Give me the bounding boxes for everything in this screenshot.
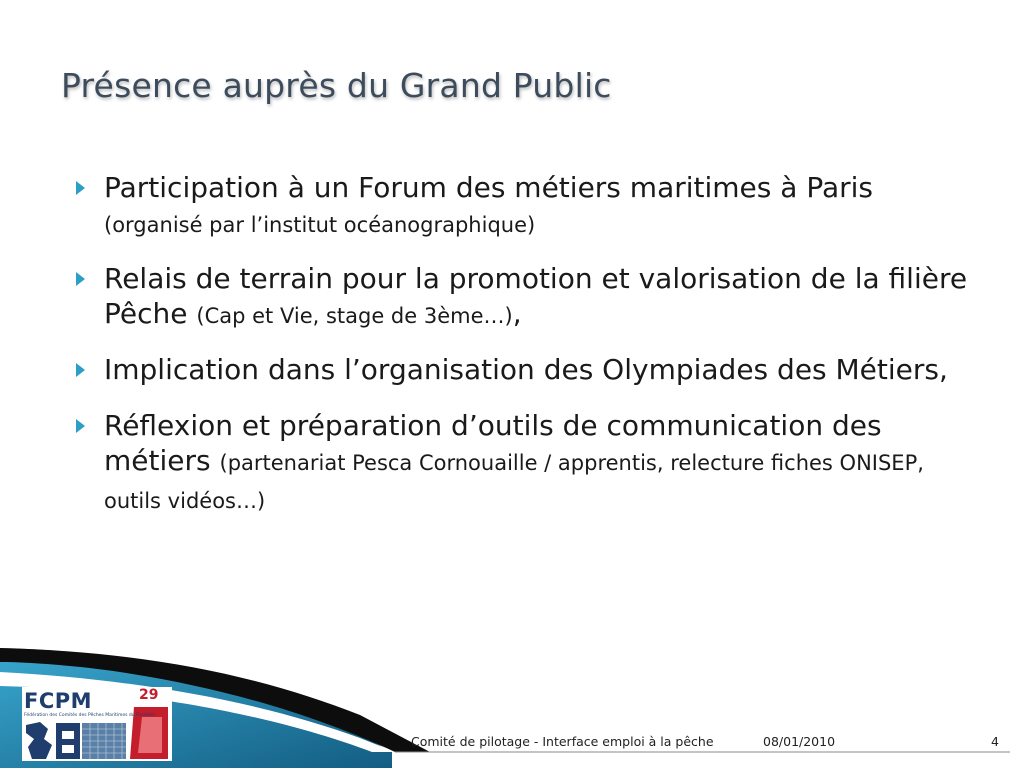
footer-title: Comité de pilotage - Interface emploi à la pêche xyxy=(411,734,714,749)
footer-date: 08/01/2010 xyxy=(763,734,836,749)
page-number: 4 xyxy=(991,734,999,749)
logo-subtitle: Fédération des Comités des Pêches Maritimes du Finistère xyxy=(24,713,156,718)
fcpm-logo xyxy=(22,687,172,761)
bullet-main: Participation à un Forum des métiers maritimes à Paris xyxy=(104,171,873,204)
bullet-main: Relais de terrain pour la promotion et valorisation de la filière Pêche xyxy=(104,262,968,330)
bullet-main: Réflexion et préparation d’outils de communication des métiers xyxy=(104,409,882,477)
bullet-detail: (Cap et Vie, stage de 3ème…) xyxy=(196,304,513,328)
bullet-detail: (organisé par l’institut océanographique) xyxy=(104,213,536,237)
bullet-main: Implication dans l’organisation des Olympiades des Métiers, xyxy=(104,353,948,386)
logo-number: 29 xyxy=(139,687,159,703)
logo-wordmark: FCPM xyxy=(24,689,93,713)
bullet-detail: (partenariat Pesca Cornouaille / apprentis, relecture fiches ONISEP, outils vidéos…) xyxy=(104,451,924,513)
slide-title: Présence auprès du Grand Public xyxy=(61,66,612,105)
bullet-tail: , xyxy=(512,297,522,330)
